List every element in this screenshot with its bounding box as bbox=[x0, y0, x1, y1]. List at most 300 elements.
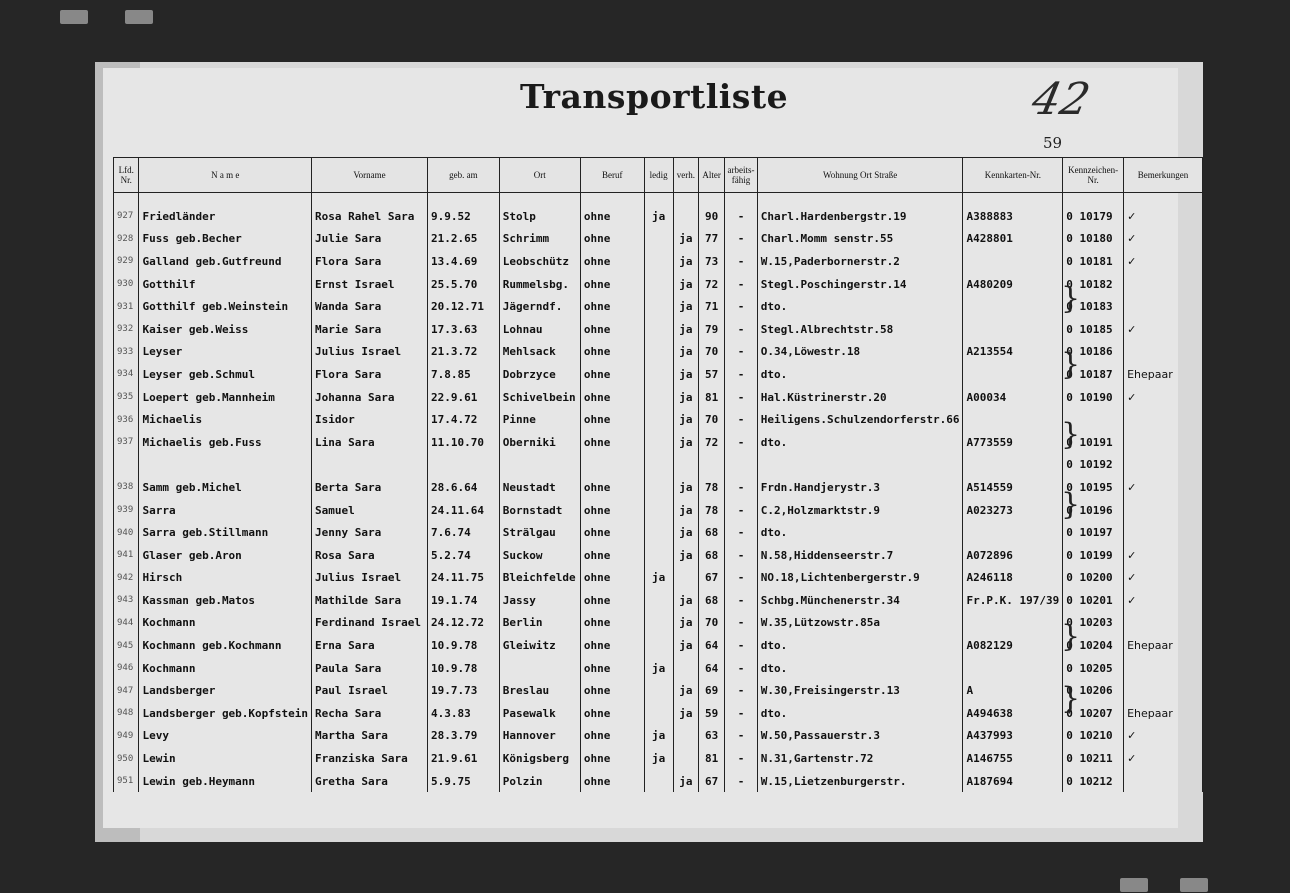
row-number: 951 bbox=[114, 770, 139, 793]
able-to-work-cell bbox=[725, 454, 758, 477]
name-cell: Kochmann geb.Kochmann bbox=[139, 634, 312, 657]
address-cell: Hal.Küstrinerstr.20 bbox=[757, 386, 963, 409]
header-cell: geb. am bbox=[427, 158, 499, 193]
birth-date-cell: 21.2.65 bbox=[427, 228, 499, 251]
row-number: 943 bbox=[114, 589, 139, 612]
address-cell: N.58,Hiddenseerstr.7 bbox=[757, 544, 963, 567]
header-cell: Vorname bbox=[312, 158, 428, 193]
birth-date-cell: 10.9.78 bbox=[427, 634, 499, 657]
header-cell: verh. bbox=[673, 158, 698, 193]
able-to-work-cell: - bbox=[725, 612, 758, 635]
row-number: 942 bbox=[114, 567, 139, 590]
married-cell: ja bbox=[673, 341, 698, 364]
id-card-cell bbox=[963, 521, 1063, 544]
mark-number-cell: 0 10197 bbox=[1063, 521, 1124, 544]
id-card-cell: A bbox=[963, 679, 1063, 702]
name-cell: Leyser bbox=[139, 341, 312, 364]
age-cell: 72 bbox=[699, 273, 725, 296]
brace-mark: } bbox=[1061, 347, 1081, 382]
document-title: Transportliste bbox=[520, 77, 789, 116]
id-card-cell: A388883 bbox=[963, 205, 1063, 228]
remarks-cell: ✓ bbox=[1124, 589, 1203, 612]
able-to-work-cell: - bbox=[725, 521, 758, 544]
address-cell: dto. bbox=[757, 521, 963, 544]
table-row bbox=[114, 341, 1203, 364]
age-cell bbox=[699, 454, 725, 477]
header-cell: Ort bbox=[499, 158, 580, 193]
birthplace-cell: Königsberg bbox=[499, 747, 580, 770]
row-number: 939 bbox=[114, 499, 139, 522]
able-to-work-cell: - bbox=[725, 228, 758, 251]
address-cell: Charl.Hardenbergstr.19 bbox=[757, 205, 963, 228]
birthplace-cell: Polzin bbox=[499, 770, 580, 793]
birthplace-cell bbox=[499, 454, 580, 477]
birth-date-cell: 24.12.72 bbox=[427, 612, 499, 635]
profession-cell: ohne bbox=[580, 657, 644, 680]
profession-cell: ohne bbox=[580, 634, 644, 657]
age-cell: 69 bbox=[699, 679, 725, 702]
film-sprocket bbox=[125, 10, 153, 24]
mark-number-cell: 0 10211 bbox=[1063, 747, 1124, 770]
brace-mark: } bbox=[1061, 281, 1081, 316]
age-cell: 73 bbox=[699, 250, 725, 273]
film-sprocket bbox=[60, 10, 88, 24]
remarks-cell: ✓ bbox=[1124, 318, 1203, 341]
birth-date-cell: 19.1.74 bbox=[427, 589, 499, 612]
able-to-work-cell: - bbox=[725, 747, 758, 770]
mark-number-cell: 0 10192 bbox=[1063, 454, 1124, 477]
birthplace-cell: Oberniki bbox=[499, 431, 580, 454]
able-to-work-cell: - bbox=[725, 295, 758, 318]
single-cell bbox=[644, 612, 673, 635]
married-cell: ja bbox=[673, 612, 698, 635]
birthplace-cell: Leobschütz bbox=[499, 250, 580, 273]
table-row bbox=[114, 318, 1203, 341]
birth-date-cell: 7.6.74 bbox=[427, 521, 499, 544]
address-cell: N.31,Gartenstr.72 bbox=[757, 747, 963, 770]
age-cell: 81 bbox=[699, 747, 725, 770]
birthplace-cell: Neustadt bbox=[499, 476, 580, 499]
row-number: 940 bbox=[114, 521, 139, 544]
remarks-cell bbox=[1124, 679, 1203, 702]
married-cell: ja bbox=[673, 589, 698, 612]
id-card-cell: A437993 bbox=[963, 725, 1063, 748]
id-card-cell: A514559 bbox=[963, 476, 1063, 499]
birthplace-cell: Jassy bbox=[499, 589, 580, 612]
able-to-work-cell: - bbox=[725, 205, 758, 228]
birthplace-cell: Dobrzyce bbox=[499, 363, 580, 386]
able-to-work-cell: - bbox=[725, 770, 758, 793]
age-cell: 77 bbox=[699, 228, 725, 251]
single-cell: ja bbox=[644, 725, 673, 748]
name-cell: Landsberger bbox=[139, 679, 312, 702]
row-number: 934 bbox=[114, 363, 139, 386]
table-row bbox=[114, 589, 1203, 612]
single-cell bbox=[644, 679, 673, 702]
handwritten-number: 42 bbox=[1027, 74, 1095, 125]
age-cell: 63 bbox=[699, 725, 725, 748]
birthplace-cell: Breslau bbox=[499, 679, 580, 702]
first-name-cell: Isidor bbox=[312, 408, 428, 431]
single-cell bbox=[644, 476, 673, 499]
remarks-cell: ✓ bbox=[1124, 386, 1203, 409]
able-to-work-cell: - bbox=[725, 318, 758, 341]
first-name-cell: Erna Sara bbox=[312, 634, 428, 657]
age-cell: 78 bbox=[699, 476, 725, 499]
name-cell: Friedländer bbox=[139, 205, 312, 228]
single-cell bbox=[644, 408, 673, 431]
name-cell: Gotthilf bbox=[139, 273, 312, 296]
birth-date-cell: 10.9.78 bbox=[427, 657, 499, 680]
brace-mark: } bbox=[1061, 681, 1081, 716]
address-cell: Stegl.Poschingerstr.14 bbox=[757, 273, 963, 296]
table-row bbox=[114, 679, 1203, 702]
profession-cell: ohne bbox=[580, 612, 644, 635]
age-cell: 78 bbox=[699, 499, 725, 522]
able-to-work-cell: - bbox=[725, 589, 758, 612]
id-card-cell bbox=[963, 363, 1063, 386]
birth-date-cell: 24.11.64 bbox=[427, 499, 499, 522]
row-number: 950 bbox=[114, 747, 139, 770]
id-card-cell: A072896 bbox=[963, 544, 1063, 567]
birthplace-cell: Mehlsack bbox=[499, 341, 580, 364]
remarks-cell: ✓ bbox=[1124, 725, 1203, 748]
able-to-work-cell: - bbox=[725, 363, 758, 386]
birth-date-cell: 4.3.83 bbox=[427, 702, 499, 725]
remarks-cell bbox=[1124, 612, 1203, 635]
remarks-cell: ✓ bbox=[1124, 250, 1203, 273]
first-name-cell: Mathilde Sara bbox=[312, 589, 428, 612]
married-cell: ja bbox=[673, 702, 698, 725]
first-name-cell: Rosa Rahel Sara bbox=[312, 205, 428, 228]
remarks-cell bbox=[1124, 431, 1203, 454]
able-to-work-cell: - bbox=[725, 544, 758, 567]
header-cell: Lfd. Nr. bbox=[114, 158, 139, 193]
address-cell bbox=[757, 454, 963, 477]
able-to-work-cell: - bbox=[725, 431, 758, 454]
married-cell: ja bbox=[673, 499, 698, 522]
row-number: 933 bbox=[114, 341, 139, 364]
birth-date-cell: 17.3.63 bbox=[427, 318, 499, 341]
remarks-cell bbox=[1124, 521, 1203, 544]
single-cell bbox=[644, 228, 673, 251]
table-row bbox=[114, 408, 1203, 431]
mark-number-cell: 0 10181 bbox=[1063, 250, 1124, 273]
birthplace-cell: Suckow bbox=[499, 544, 580, 567]
remarks-cell: Ehepaar bbox=[1124, 363, 1203, 386]
first-name-cell: Wanda Sara bbox=[312, 295, 428, 318]
row-number: 928 bbox=[114, 228, 139, 251]
table-row bbox=[114, 228, 1203, 251]
birth-date-cell: 24.11.75 bbox=[427, 567, 499, 590]
single-cell: ja bbox=[644, 567, 673, 590]
table-row bbox=[114, 205, 1203, 228]
row-number: 948 bbox=[114, 702, 139, 725]
header-cell: Alter bbox=[699, 158, 725, 193]
single-cell bbox=[644, 589, 673, 612]
row-number: 937 bbox=[114, 431, 139, 454]
id-card-cell: A146755 bbox=[963, 747, 1063, 770]
row-number: 944 bbox=[114, 612, 139, 635]
id-card-cell: A773559 bbox=[963, 431, 1063, 454]
profession-cell: ohne bbox=[580, 273, 644, 296]
spacer-row bbox=[114, 193, 1203, 206]
first-name-cell: Martha Sara bbox=[312, 725, 428, 748]
id-card-cell bbox=[963, 657, 1063, 680]
married-cell: ja bbox=[673, 318, 698, 341]
id-card-cell bbox=[963, 318, 1063, 341]
table-row bbox=[114, 612, 1203, 635]
name-cell: Galland geb.Gutfreund bbox=[139, 250, 312, 273]
address-cell: dto. bbox=[757, 431, 963, 454]
first-name-cell: Flora Sara bbox=[312, 363, 428, 386]
birthplace-cell: Gleiwitz bbox=[499, 634, 580, 657]
birthplace-cell: Pinne bbox=[499, 408, 580, 431]
name-cell: Kassman geb.Matos bbox=[139, 589, 312, 612]
single-cell bbox=[644, 544, 673, 567]
table-row bbox=[114, 747, 1203, 770]
name-cell: Hirsch bbox=[139, 567, 312, 590]
birthplace-cell: Bornstadt bbox=[499, 499, 580, 522]
table-row bbox=[114, 725, 1203, 748]
married-cell bbox=[673, 567, 698, 590]
single-cell: ja bbox=[644, 205, 673, 228]
able-to-work-cell: - bbox=[725, 499, 758, 522]
remarks-cell bbox=[1124, 408, 1203, 431]
mark-number-cell: 0 10182 bbox=[1063, 273, 1124, 296]
id-card-cell: A082129 bbox=[963, 634, 1063, 657]
row-number: 936 bbox=[114, 408, 139, 431]
single-cell bbox=[644, 273, 673, 296]
id-card-cell bbox=[963, 454, 1063, 477]
able-to-work-cell: - bbox=[725, 657, 758, 680]
mark-number-cell: 0 10203 bbox=[1063, 612, 1124, 635]
birthplace-cell bbox=[499, 657, 580, 680]
birthplace-cell: Lohnau bbox=[499, 318, 580, 341]
age-cell: 81 bbox=[699, 386, 725, 409]
id-card-cell: A023273 bbox=[963, 499, 1063, 522]
address-cell: dto. bbox=[757, 634, 963, 657]
row-number: 932 bbox=[114, 318, 139, 341]
brace-mark: } bbox=[1061, 417, 1081, 452]
mark-number-cell: 0 10200 bbox=[1063, 567, 1124, 590]
table-row bbox=[114, 702, 1203, 725]
birth-date-cell: 21.3.72 bbox=[427, 341, 499, 364]
table-row bbox=[114, 499, 1203, 522]
address-cell: dto. bbox=[757, 363, 963, 386]
mark-number-cell: 0 10201 bbox=[1063, 589, 1124, 612]
birth-date-cell: 17.4.72 bbox=[427, 408, 499, 431]
film-sprocket bbox=[1180, 878, 1208, 892]
birth-date-cell: 9.9.52 bbox=[427, 205, 499, 228]
birth-date-cell: 5.2.74 bbox=[427, 544, 499, 567]
married-cell bbox=[673, 454, 698, 477]
first-name-cell: Julius Israel bbox=[312, 567, 428, 590]
row-number: 941 bbox=[114, 544, 139, 567]
able-to-work-cell: - bbox=[725, 408, 758, 431]
profession-cell: ohne bbox=[580, 341, 644, 364]
remarks-cell: ✓ bbox=[1124, 567, 1203, 590]
name-cell: Michaelis geb.Fuss bbox=[139, 431, 312, 454]
id-card-cell: A187694 bbox=[963, 770, 1063, 793]
transport-table bbox=[113, 157, 1203, 792]
age-cell: 68 bbox=[699, 521, 725, 544]
birthplace-cell: Bleichfelde bbox=[499, 567, 580, 590]
first-name-cell: Rosa Sara bbox=[312, 544, 428, 567]
mark-number-cell: 0 10187 bbox=[1063, 363, 1124, 386]
row-number: 949 bbox=[114, 725, 139, 748]
name-cell: Landsberger geb.Kopfstein bbox=[139, 702, 312, 725]
address-cell: W.30,Freisingerstr.13 bbox=[757, 679, 963, 702]
single-cell bbox=[644, 318, 673, 341]
first-name-cell: Lina Sara bbox=[312, 431, 428, 454]
address-cell: NO.18,Lichtenbergerstr.9 bbox=[757, 567, 963, 590]
row-number: 930 bbox=[114, 273, 139, 296]
table-header-row bbox=[114, 158, 1203, 193]
page-number: 59 bbox=[1043, 134, 1063, 152]
table-row bbox=[114, 634, 1203, 657]
first-name-cell: Ernst Israel bbox=[312, 273, 428, 296]
id-card-cell: A213554 bbox=[963, 341, 1063, 364]
table-row bbox=[114, 476, 1203, 499]
birthplace-cell: Schrimm bbox=[499, 228, 580, 251]
profession-cell: ohne bbox=[580, 521, 644, 544]
profession-cell: ohne bbox=[580, 589, 644, 612]
address-cell: dto. bbox=[757, 295, 963, 318]
name-cell: Lewin geb.Heymann bbox=[139, 770, 312, 793]
row-number bbox=[114, 454, 139, 477]
name-cell: Lewin bbox=[139, 747, 312, 770]
mark-number-cell: 0 10183 bbox=[1063, 295, 1124, 318]
birthplace-cell: Rummelsbg. bbox=[499, 273, 580, 296]
header-cell: Kennzeichen-Nr. bbox=[1063, 158, 1124, 193]
single-cell: ja bbox=[644, 657, 673, 680]
profession-cell bbox=[580, 454, 644, 477]
table-body bbox=[114, 193, 1203, 793]
table-row bbox=[114, 657, 1203, 680]
remarks-cell: Ehepaar bbox=[1124, 634, 1203, 657]
remarks-cell: ✓ bbox=[1124, 476, 1203, 499]
profession-cell: ohne bbox=[580, 476, 644, 499]
row-number: 945 bbox=[114, 634, 139, 657]
first-name-cell: Flora Sara bbox=[312, 250, 428, 273]
able-to-work-cell: - bbox=[725, 250, 758, 273]
age-cell: 70 bbox=[699, 408, 725, 431]
profession-cell: ohne bbox=[580, 205, 644, 228]
header-cell: arbeits-fähig bbox=[725, 158, 758, 193]
single-cell bbox=[644, 386, 673, 409]
age-cell: 90 bbox=[699, 205, 725, 228]
name-cell: Fuss geb.Becher bbox=[139, 228, 312, 251]
profession-cell: ohne bbox=[580, 228, 644, 251]
birth-date-cell: 5.9.75 bbox=[427, 770, 499, 793]
id-card-cell: A00034 bbox=[963, 386, 1063, 409]
able-to-work-cell: - bbox=[725, 679, 758, 702]
transport-list-document bbox=[95, 62, 1203, 842]
birth-date-cell: 28.3.79 bbox=[427, 725, 499, 748]
address-cell: Schbg.Münchenerstr.34 bbox=[757, 589, 963, 612]
id-card-cell: A428801 bbox=[963, 228, 1063, 251]
header-cell: Beruf bbox=[580, 158, 644, 193]
age-cell: 79 bbox=[699, 318, 725, 341]
first-name-cell: Ferdinand Israel bbox=[312, 612, 428, 635]
table-row bbox=[114, 250, 1203, 273]
birth-date-cell bbox=[427, 454, 499, 477]
table-row bbox=[114, 454, 1203, 477]
married-cell: ja bbox=[673, 476, 698, 499]
single-cell bbox=[644, 634, 673, 657]
married-cell: ja bbox=[673, 408, 698, 431]
birth-date-cell: 28.6.64 bbox=[427, 476, 499, 499]
mark-number-cell: 0 10212 bbox=[1063, 770, 1124, 793]
mark-number-cell: 0 10204 bbox=[1063, 634, 1124, 657]
remarks-cell: ✓ bbox=[1124, 205, 1203, 228]
mark-number-cell: 0 10180 bbox=[1063, 228, 1124, 251]
able-to-work-cell: - bbox=[725, 386, 758, 409]
name-cell: Michaelis bbox=[139, 408, 312, 431]
birth-date-cell: 19.7.73 bbox=[427, 679, 499, 702]
name-cell: Samm geb.Michel bbox=[139, 476, 312, 499]
first-name-cell: Berta Sara bbox=[312, 476, 428, 499]
name-cell: Gotthilf geb.Weinstein bbox=[139, 295, 312, 318]
brace-mark: } bbox=[1061, 487, 1081, 522]
id-card-cell: A246118 bbox=[963, 567, 1063, 590]
brace-mark: } bbox=[1061, 619, 1081, 654]
first-name-cell: Paula Sara bbox=[312, 657, 428, 680]
age-cell: 67 bbox=[699, 567, 725, 590]
first-name-cell: Marie Sara bbox=[312, 318, 428, 341]
age-cell: 71 bbox=[699, 295, 725, 318]
profession-cell: ohne bbox=[580, 544, 644, 567]
birthplace-cell: Berlin bbox=[499, 612, 580, 635]
row-number: 929 bbox=[114, 250, 139, 273]
header-cell: N a m e bbox=[139, 158, 312, 193]
single-cell bbox=[644, 499, 673, 522]
first-name-cell: Julius Israel bbox=[312, 341, 428, 364]
address-cell: Heiligens.Schulzendorferstr.66 bbox=[757, 408, 963, 431]
header-cell: Kennkarten-Nr. bbox=[963, 158, 1063, 193]
remarks-cell: ✓ bbox=[1124, 544, 1203, 567]
first-name-cell bbox=[312, 454, 428, 477]
table-row bbox=[114, 363, 1203, 386]
profession-cell: ohne bbox=[580, 770, 644, 793]
profession-cell: ohne bbox=[580, 499, 644, 522]
mark-number-cell: 0 10206 bbox=[1063, 679, 1124, 702]
address-cell: Frdn.Handjerystr.3 bbox=[757, 476, 963, 499]
mark-number-cell: 0 10199 bbox=[1063, 544, 1124, 567]
able-to-work-cell: - bbox=[725, 567, 758, 590]
birth-date-cell: 7.8.85 bbox=[427, 363, 499, 386]
married-cell bbox=[673, 725, 698, 748]
row-number: 931 bbox=[114, 295, 139, 318]
name-cell: Sarra geb.Stillmann bbox=[139, 521, 312, 544]
mark-number-cell: 0 10186 bbox=[1063, 341, 1124, 364]
married-cell: ja bbox=[673, 295, 698, 318]
able-to-work-cell: - bbox=[725, 634, 758, 657]
birthplace-cell: Jägerndf. bbox=[499, 295, 580, 318]
name-cell: Leyser geb.Schmul bbox=[139, 363, 312, 386]
film-sprocket bbox=[1120, 878, 1148, 892]
birth-date-cell: 13.4.69 bbox=[427, 250, 499, 273]
row-number: 946 bbox=[114, 657, 139, 680]
id-card-cell: A494638 bbox=[963, 702, 1063, 725]
single-cell bbox=[644, 770, 673, 793]
married-cell bbox=[673, 657, 698, 680]
remarks-cell bbox=[1124, 657, 1203, 680]
mark-number-cell: 0 10179 bbox=[1063, 205, 1124, 228]
first-name-cell: Franziska Sara bbox=[312, 747, 428, 770]
mark-number-cell: 0 10207 bbox=[1063, 702, 1124, 725]
